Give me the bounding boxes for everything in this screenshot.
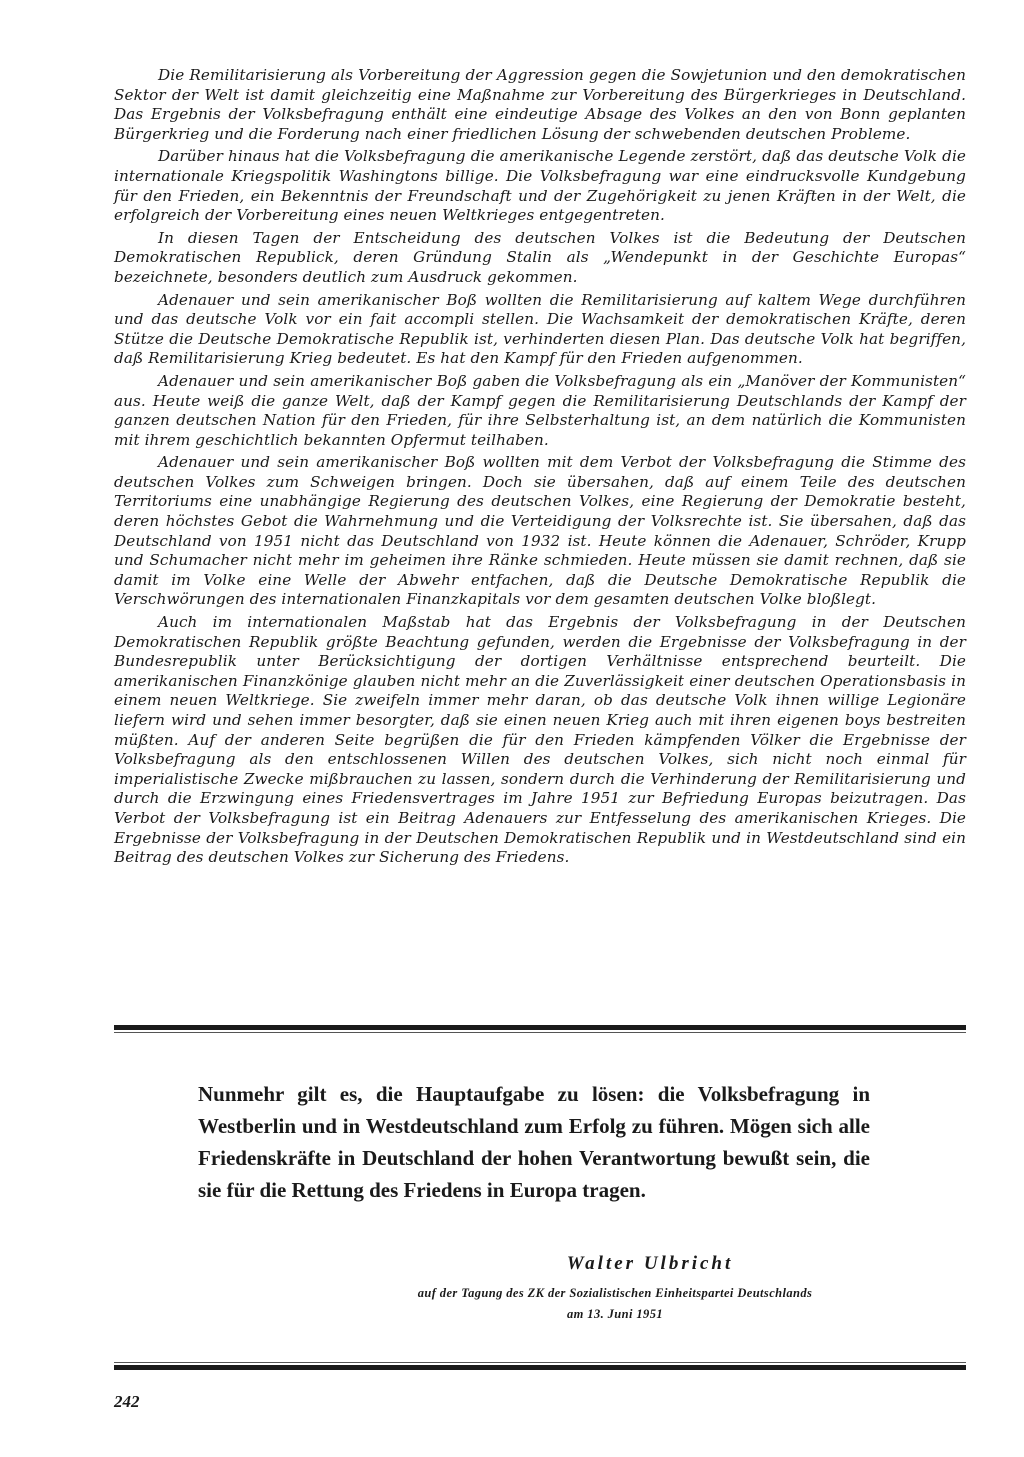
- top-divider-rule: [114, 1025, 966, 1030]
- bottom-divider-thin-rule: [114, 1362, 966, 1363]
- highlighted-quote: Nunmehr gilt es, die Hauptaufgabe zu lösen: die Volksbefragung in Westberlin und in Westdeutschland zum Erfolg zu führen. Mögen sich alle Friedenskräfte in Deutschland der hohen Verantwortung bewußt sein, die sie für die Rettung des Friedens in Europa tragen.: [198, 1082, 870, 1202]
- paragraph-5: Adenauer und sein amerikanischer Boß gaben die Volksbefragung als ein „Manöver der Kommunisten“ aus. Heute weiß die ganze Welt, daß der Kampf gegen die Remilitarisierung Deutschlands der Kampf der ganzen deutschen Nation für den Frieden, für ihre Selbsterhaltung ist, an dem natürlich die Kommunisten mit ihrem geschichtlich bekannten Opfermut teilhaben.: [114, 371, 966, 449]
- quote-author: Walter Ulbricht: [566, 1253, 734, 1274]
- top-divider-thin-rule: [114, 1032, 966, 1033]
- paragraph-2: Darüber hinaus hat die Volksbefragung die amerikanische Legende zerstört, daß das deutsche Volk die internationale Kriegspolitik Washingtons billige. Die Volksbefragung war eine eindrucksvolle Kundgebung für den Frieden, ein Bekenntnis der Freundschaft und der Zugehörigkeit zu jenen Kräften in der Welt, die erfolgreich der Vorbereitung eines neuen Weltkrieges entgegentreten.: [114, 147, 966, 225]
- paragraph-7: Auch im internationalen Maßstab hat das Ergebnis der Volksbefragung in der Deutschen Demokratischen Republik größte Beachtung gefunden, werden die Ergebnisse der Volksbefragung in der Bundesrepublik unter Berücksichtigung der dortigen Verhältnisse entsprechend beurteilt. Die amerikanischen Finanzkönige glauben nicht mehr an die Zuverlässigkeit einer deutschen Operationsbasis in einem neuen Weltkriege. Sie zweifeln immer mehr daran, ob das deutsche Volk ihnen willige Legionäre liefern wird und sehen immer besorgter, daß sie einen neuen Krieg auch mit ihren eigenen boys bestreiten müßten. Auf der anderen Seite begrüßen die für den Frieden kämpfenden Völker die Ergebnisse der Volksbefragung als den entschlossenen Willen des deutschen Volkes, sich nicht noch einmal für imperialistische Zwecke mißbrauchen zu lassen, sondern durch die Verhinderung der Remilitarisierung und durch die Erzwingung eines Friedensvertrages im Jahre 1951 zur Befriedung Europas beizutragen. Das Verbot der Volksbefragung ist ein Beitrag Adenauers zur Entfesselung des amerikanischen Krieges. Die Ergebnisse der Volksbefragung in der Deutschen Demokratischen Republik und in Westdeutschland sind ein Beitrag des deutschen Volkes zur Sicherung des Friedens.: [114, 613, 966, 867]
- body-text: [114, 66, 966, 871]
- paragraph-1: Die Remilitarisierung als Vorbereitung der Aggression gegen die Sowjetunion und den demokratischen Sektor der Welt ist damit gleichzeitig eine Maßnahme zur Vorbereitung des Bürgerkrieges in Deutschland. Das Ergebnis der Volksbefragung enthält eine eindeutige Absage des Volkes an den von Bonn geplanten Bürgerkrieg und die Forderung nach einer friedlichen Lösung der schwebenden deutschen Probleme.: [114, 66, 966, 143]
- paragraph-3: In diesen Tagen der Entscheidung des deutschen Volkes ist die Bedeutung der Deutschen Demokratischen Republick, deren Gründung Stalin als „Wendepunkt in der Geschichte Europas“ bezeichnete, besonders deutlich zum Ausdruck gekommen.: [114, 228, 966, 286]
- quote-source-line-1: auf der Tagung des ZK der Sozialistischen Einheitspartei Deutschlands: [417, 1286, 813, 1300]
- bottom-divider-rule: [114, 1365, 966, 1370]
- page-number: 242: [114, 1392, 140, 1411]
- paragraph-4: Adenauer und sein amerikanischer Boß wollten die Remilitarisierung auf kaltem Wege durchführen und das deutsche Volk vor ein fait accompli stellen. Die Wachsamkeit der demokratischen Kräfte, deren Stütze die Deutsche Demokratische Republik ist, verhinderten diesen Plan. Das deutsche Volk hat begriffen, daß Remilitarisierung Krieg bedeutet. Es hat den Kampf für den Frieden aufgenommen.: [114, 290, 966, 368]
- quote-source-line-2: am 13. Juni 1951: [567, 1307, 663, 1321]
- paragraph-6: Adenauer und sein amerikanischer Boß wollten mit dem Verbot der Volksbefragung die Stimme des deutschen Volkes zum Schweigen bringen. Doch sie übersahen, daß auf einem Teile des deutschen Territoriums eine unabhängige Regierung des deutschen Volkes, eine Regierung der Demokratie besteht, deren höchstes Gebot die Wahrnehmung und die Verteidigung der Volksrechte ist. Sie übersahen, daß das Deutschland von 1951 nicht das Deutschland von 1932 ist. Heute können die Adenauer, Schröder, Krupp und Schumacher nicht mehr im geheimen ihre Ränke schmieden. Heute müssen sie damit rechnen, daß sie damit im Volke eine Welle der Abwehr entfachen, daß die Deutsche Demokratische Republik die Verschwörungen des internationalen Finanzkapitals vor dem gesamten deutschen Volke bloßlegt.: [114, 453, 966, 609]
